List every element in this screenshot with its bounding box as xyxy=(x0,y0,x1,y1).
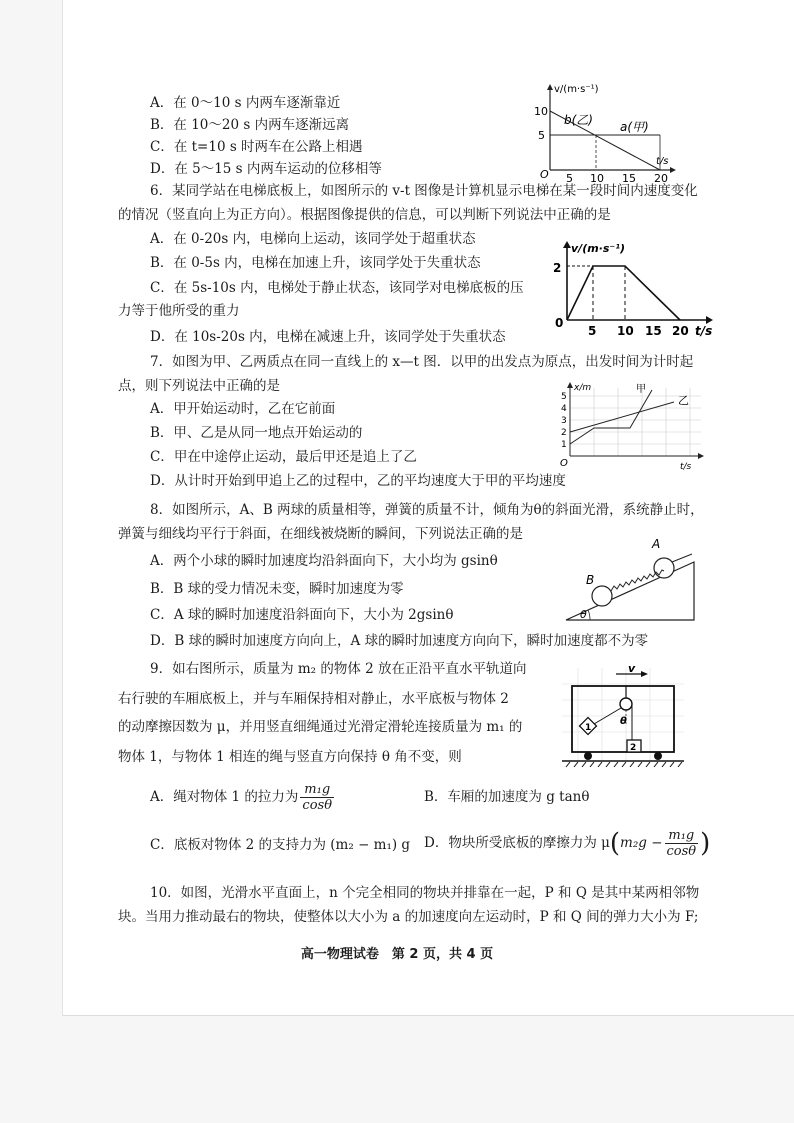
q5-ylabel: v/(m·s⁻¹) xyxy=(554,84,599,95)
q9-block-2-label: 2 xyxy=(630,743,637,753)
q7-ytick-1: 1 xyxy=(561,440,567,450)
q7-option-d: D．从计时开始到甲追上乙的过程中，乙的平均速度大于甲的平均速度 xyxy=(150,473,566,489)
q9-option-a xyxy=(150,780,336,814)
q9-option-d-text: D．物块所受底板的摩擦力为 μ xyxy=(424,835,610,851)
q9-line-4: 物体 1，与物体 1 相连的绳与竖直方向保持 θ 角不变，则 xyxy=(118,749,462,765)
q8-thread xyxy=(672,554,692,562)
q7-ytick-4: 4 xyxy=(561,404,567,414)
q7-ytick-3: 3 xyxy=(561,416,567,426)
q8-option-c: C．A 球的瞬时加速度沿斜面向下，大小为 2gsinθ xyxy=(150,607,454,623)
q6-xtick-5: 5 xyxy=(588,324,597,338)
q6-xtick-15: 15 xyxy=(645,324,662,338)
q5-xtick-20: 20 xyxy=(654,172,668,182)
q7-option-c: C．甲在中途停止运动，最后甲还是追上了乙 xyxy=(150,449,417,465)
q6-vt-graph xyxy=(545,238,715,338)
q9-option-d-denominator: cosθ xyxy=(666,844,697,859)
q9-angle-label: θ xyxy=(620,716,627,727)
q5-origin: O xyxy=(540,168,549,181)
q9-option-a-denominator: cosθ xyxy=(302,798,333,813)
q5-ytick-5: 5 xyxy=(538,129,545,142)
q6-velocity-line xyxy=(567,266,680,320)
q8-stem-2: 弹簧与细线均平行于斜面，在细线被烧断的瞬间，下列说法正确的是 xyxy=(118,526,523,542)
q8-label-b: B xyxy=(586,573,595,587)
q9-wheel-left xyxy=(584,752,592,760)
q5-xtick-15: 15 xyxy=(622,172,636,182)
q5-vt-graph xyxy=(528,82,678,182)
q7-xt-graph xyxy=(556,380,706,472)
q9-ground-hatch xyxy=(566,762,682,767)
q7-option-a: A．甲开始运动时，乙在它前面 xyxy=(150,401,336,417)
q6-option-c-2: 力等于他所受的重力 xyxy=(118,303,240,319)
q8-ball-b xyxy=(592,586,612,606)
q7-option-b: B．甲、乙是从同一地点开始运动的 xyxy=(150,425,363,441)
q8-option-b: B．B 球的受力情况未变，瞬时加速度为零 xyxy=(150,581,404,597)
q7-ytick-2: 2 xyxy=(561,428,567,438)
q9-block-1-label: 1 xyxy=(585,723,592,733)
q9-option-a-text: A．绳对物体 1 的拉力为 xyxy=(150,789,299,805)
q5-label-b: b(乙) xyxy=(564,113,593,127)
q9-option-c: C．底板对物体 2 的支持力为 (m₂ − m₁) g xyxy=(150,837,411,853)
q9-wheel-right xyxy=(654,752,662,760)
q9-option-d-numerator: m₁g xyxy=(665,828,699,844)
q8-option-d: D．B 球的瞬时加速度方向向上，A 球的瞬时加速度方向向下，瞬时加速度都不为零 xyxy=(150,633,649,649)
q6-origin: 0 xyxy=(555,316,564,330)
q9-option-d-paren-open: ( xyxy=(609,828,621,859)
q9-option-a-numerator: m₁g xyxy=(300,782,334,798)
q7-label-jia: 甲 xyxy=(636,384,646,395)
q6-xlabel: t/s xyxy=(695,324,713,338)
q6-stem-2: 的情况（竖直向上为正方向）。根据图像提供的信息，可以判断下列说法中正确的是 xyxy=(118,207,611,223)
q6-xtick-10: 10 xyxy=(617,324,634,338)
q5-xtick-5: 5 xyxy=(566,172,573,182)
q9-velocity-label: v xyxy=(628,664,636,675)
q5-xlabel: t/s xyxy=(656,156,669,167)
q5-xtick-10: 10 xyxy=(590,172,604,182)
q6-ytick-2: 2 xyxy=(553,261,562,275)
q6-stem-1: 6．某同学站在电梯底板上，如图所示的 v-t 图像是计算机显示电梯在某一段时间内速度变化 xyxy=(150,183,698,199)
q9-option-d-paren-close: ) xyxy=(700,828,711,859)
q9-option-d-fraction xyxy=(665,828,699,859)
q9-option-d-inner: m₂g − xyxy=(620,835,663,851)
q7-stem-1: 7．如图为甲、乙两质点在同一直线上的 x—t 图．以甲的出发点为原点，出发时间为计时起 xyxy=(150,354,694,370)
q8-label-a: A xyxy=(652,537,661,551)
q9-line-2: 右行驶的车厢底板上，并与车厢保持相对静止，水平底板与物体 2 xyxy=(118,691,509,707)
q8-angle-label: θ xyxy=(580,608,587,621)
q7-ylabel: x/m xyxy=(574,383,592,393)
q9-option-a-fraction xyxy=(300,782,334,813)
q7-stem-2: 点，则下列说法中正确的是 xyxy=(118,378,280,394)
q8-stem-1: 8．如图所示，A、B 两球的质量相等，弹簧的质量不计，倾角为θ的斜面光滑，系统静止时， xyxy=(150,502,704,518)
q5-option-b: B．在 10～20 s 内两车逐渐远离 xyxy=(150,117,350,133)
q9-carriage-figure xyxy=(558,664,688,774)
q7-xlabel: t/s xyxy=(680,462,692,472)
q6-option-d: D．在 10s-20s 内，电梯在减速上升，该同学处于失重状态 xyxy=(150,329,506,345)
q9-line-3: 的动摩擦因数为 μ，并用竖直细绳通过光滑定滑轮连接质量为 m₁ 的 xyxy=(118,719,523,735)
q6-option-b: B．在 0-5s 内，电梯在加速上升，该同学处于失重状态 xyxy=(150,255,481,271)
q5-label-a: a(甲) xyxy=(620,120,649,134)
q7-jia-line xyxy=(570,390,652,444)
page-footer: 高一物理试卷 第 2 页，共 4 页 xyxy=(300,947,494,962)
q9-pulley xyxy=(620,698,632,710)
q7-origin: O xyxy=(560,458,568,469)
q5-option-d: D．在 5～15 s 内两车运动的位移相等 xyxy=(150,161,382,177)
q5-option-a: A．在 0～10 s 内两车逐渐靠近 xyxy=(150,95,341,111)
q6-ylabel: v/(m·s⁻¹) xyxy=(571,242,626,255)
q6-xtick-20: 20 xyxy=(672,324,689,338)
q9-line-1: 9．如右图所示，质量为 m₂ 的物体 2 放在正沿平直水平轨道向 xyxy=(150,661,527,677)
q6-option-a: A．在 0-20s 内，电梯向上运动，该同学处于超重状态 xyxy=(150,231,476,247)
q7-ytick-5: 5 xyxy=(561,392,567,402)
q8-option-a: A．两个小球的瞬时加速度均沿斜面向下，大小均为 gsinθ xyxy=(150,553,498,569)
q7-label-yi: 乙 xyxy=(678,394,689,407)
q8-ball-a xyxy=(654,558,674,578)
q8-incline-figure xyxy=(560,534,700,626)
q9-option-d xyxy=(424,826,710,861)
q5-option-c: C．在 t=10 s 时两车在公路上相遇 xyxy=(150,139,363,155)
q6-option-c-1: C．在 5s-10s 内，电梯处于静止状态，该同学对电梯底板的压 xyxy=(150,280,524,296)
q9-option-b: B．车厢的加速度为 g tanθ xyxy=(424,789,590,805)
q10-line-2: 块。当用力推动最右的物块，使整体以大小为 a 的加速度向左运动时，P 和 Q 间的弹力大小为 F; xyxy=(118,909,699,925)
q5-ytick-10: 10 xyxy=(534,105,548,118)
q10-line-1: 10．如图，光滑水平直面上，n 个完全相同的物块并排靠在一起，P 和 Q 是其中某两相邻物 xyxy=(150,885,700,901)
